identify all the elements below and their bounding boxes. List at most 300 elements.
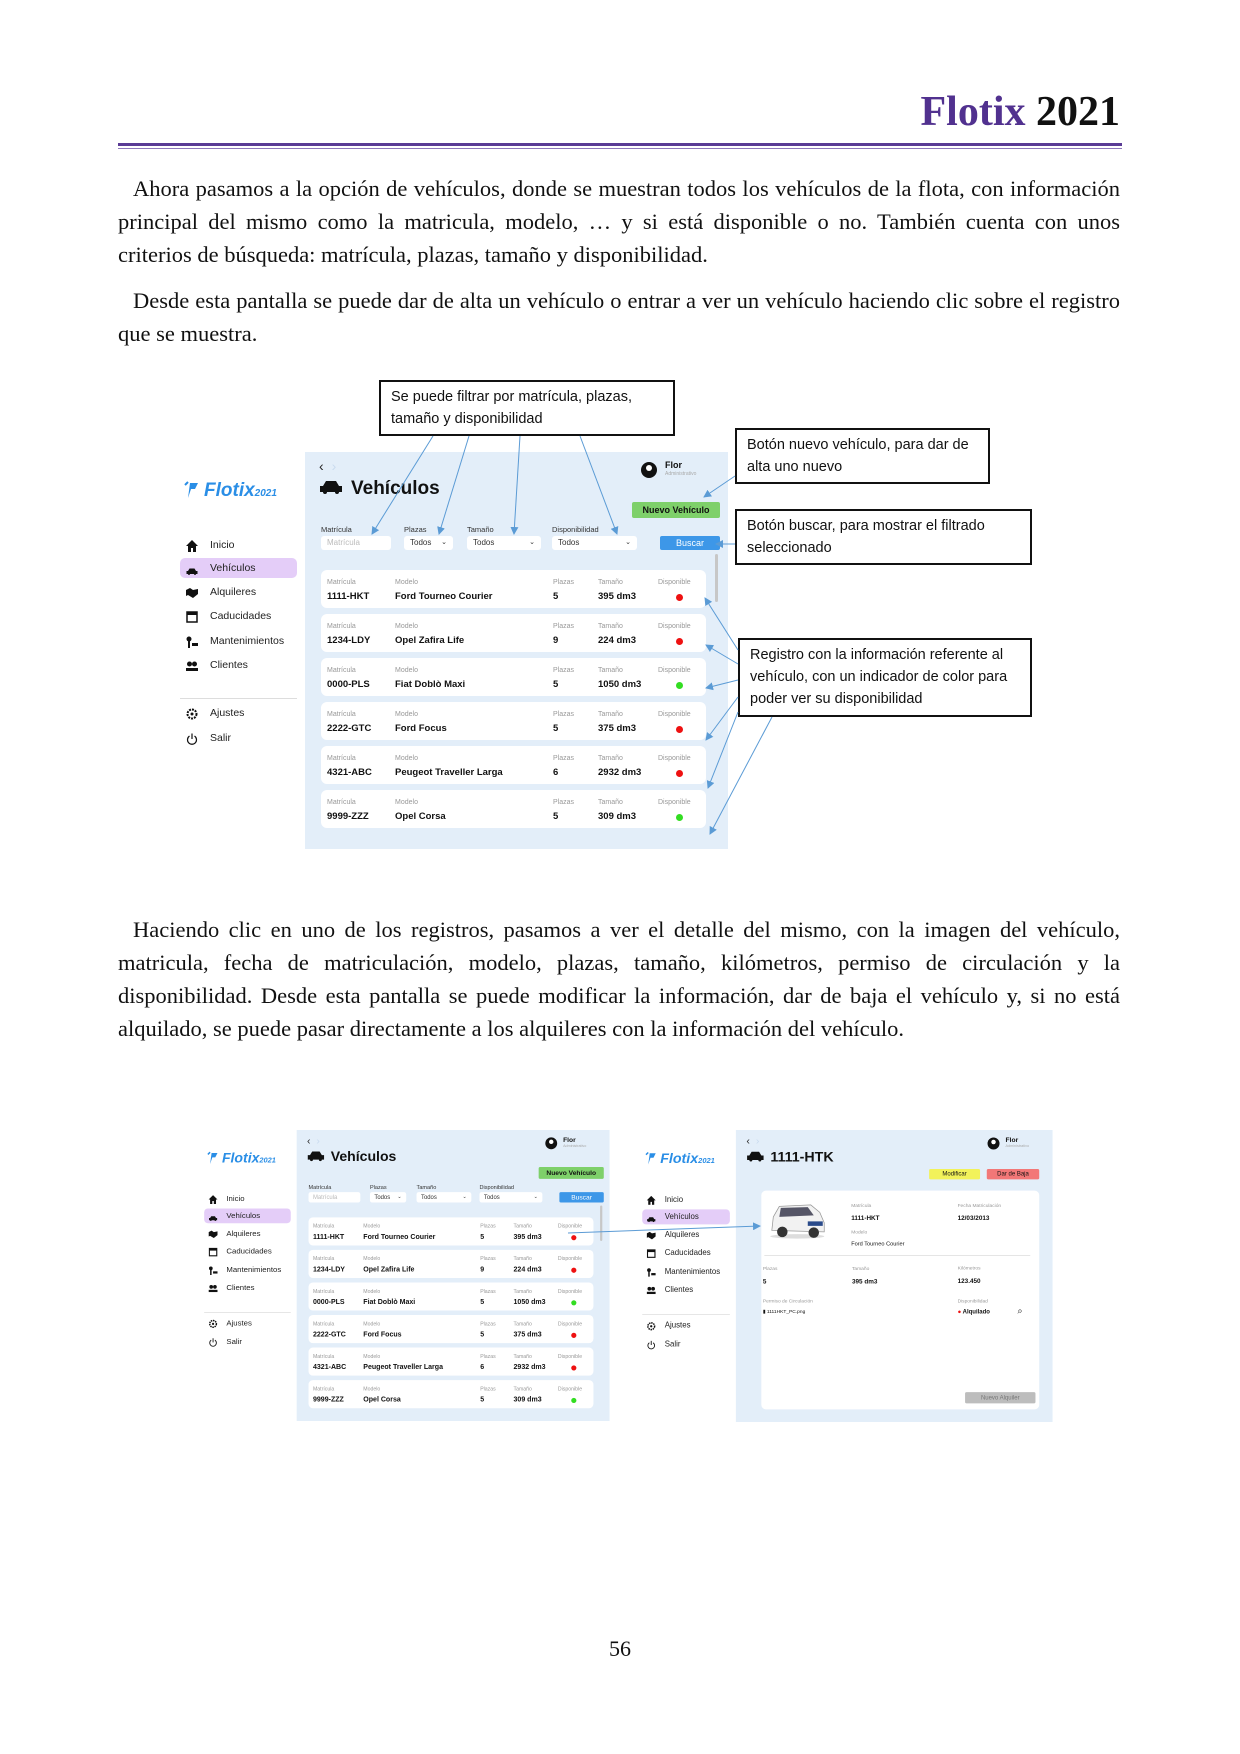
- column-label-tamano: Tamaño: [513, 1321, 532, 1327]
- cell-matricula: 1234-LDY: [312, 1265, 346, 1274]
- page-title: [307, 1149, 396, 1165]
- cell-matricula: 1111-HKT: [327, 591, 370, 602]
- sidebar-item-label: Alquileres: [226, 1229, 261, 1239]
- search-button[interactable]: Buscar: [559, 1192, 603, 1202]
- sidebar-item-label: Inicio: [210, 539, 235, 551]
- logo-mark-icon: [645, 1152, 657, 1165]
- select-value: Todos: [374, 1193, 391, 1201]
- main-panel: [305, 452, 728, 849]
- chevron-down-icon: ⌄: [625, 539, 631, 546]
- column-label-modelo: Modelo: [363, 1386, 381, 1392]
- cell-tamano: 395 dm3: [598, 591, 637, 602]
- cell-modelo: Opel Zafira Life: [395, 635, 465, 646]
- sidebar-item-vehículos[interactable]: [204, 1208, 291, 1223]
- forward-arrow-icon[interactable]: ›: [331, 458, 337, 474]
- column-label-modelo: Modelo: [363, 1289, 381, 1295]
- sidebar-item-salir[interactable]: [180, 728, 297, 748]
- home-icon: [209, 1194, 218, 1203]
- cell-matricula: 0000-PLS: [312, 1297, 345, 1307]
- search-icon[interactable]: ⌕: [1017, 1305, 1023, 1316]
- column-label-tamano: Tamaño: [513, 1386, 532, 1392]
- modelo-label: Modelo: [851, 1229, 868, 1235]
- column-label-matricula: Matrícula: [327, 623, 356, 630]
- cell-plazas: 9: [553, 635, 559, 646]
- sidebar-item-mantenimientos[interactable]: [180, 631, 297, 651]
- logo: [184, 480, 277, 502]
- sidebar-item-alquileres[interactable]: [642, 1227, 730, 1242]
- availability-indicator: [571, 1398, 576, 1403]
- availability-indicator: [571, 1333, 576, 1338]
- column-label-disponible: Disponible: [557, 1321, 583, 1327]
- select-value: Todos: [473, 538, 495, 547]
- cell-modelo: Opel Corsa: [363, 1395, 401, 1404]
- cell-matricula: 2222-GTC: [327, 723, 372, 734]
- paragraph-3: Haciendo clic en uno de los registros, pasamos a ver el detalle del mismo, con la imagen del vehículo, matricula, fecha de matriculación, modelo, plazas, tamaño, kilómetros, permiso de circulación y la disponibilidad. Desde esta pantalla se puede modificar la información, dar de baja el vehículo y, si no está alquilado, se puede pasar directamente a los alquileres con la información del vehículo.: [118, 917, 1120, 1041]
- matricula-value: 1111-HKT: [851, 1213, 880, 1222]
- column-label-tamano: Tamaño: [598, 799, 623, 806]
- handshake-icon: [647, 1230, 656, 1239]
- power-icon: [186, 732, 198, 744]
- availability-indicator: [571, 1300, 576, 1305]
- sidebar-item-label: Ajustes: [664, 1320, 691, 1330]
- sidebar-item-mantenimientos[interactable]: [642, 1264, 730, 1279]
- sidebar-item-label: Salir: [210, 732, 232, 744]
- sidebar-item-clientes[interactable]: [642, 1282, 730, 1297]
- cell-plazas: 5: [553, 679, 559, 690]
- select-value: Todos: [483, 1193, 500, 1201]
- column-label-disponible: Disponible: [557, 1386, 583, 1392]
- column-label-modelo: Modelo: [363, 1256, 381, 1262]
- filter-label: Plazas: [369, 1184, 387, 1191]
- car-icon: [746, 1149, 770, 1165]
- back-arrow-icon[interactable]: ‹: [307, 1134, 311, 1147]
- user-role: Administrativo: [665, 471, 697, 477]
- availability-indicator: [676, 726, 683, 733]
- sidebar-item-label: Alquileres: [210, 586, 257, 598]
- column-label-tamano: Tamaño: [598, 667, 623, 674]
- column-label-modelo: Modelo: [395, 623, 418, 630]
- column-label-plazas: Plazas: [480, 1354, 496, 1360]
- sidebar-item-inicio[interactable]: [180, 535, 297, 555]
- sidebar-item-ajustes[interactable]: [180, 703, 297, 723]
- select-value: Todos: [558, 538, 580, 547]
- cell-tamano: 224 dm3: [513, 1265, 542, 1274]
- column-label-matricula: Matrícula: [327, 579, 356, 586]
- column-label-plazas: Plazas: [553, 711, 575, 718]
- home-icon: [186, 539, 198, 551]
- sidebar-item-label: Clientes: [210, 659, 248, 671]
- tamano-select[interactable]: [417, 1192, 472, 1202]
- modelo-value: Ford Tourneo Courier: [851, 1240, 905, 1247]
- cell-matricula: 1234-LDY: [327, 635, 371, 646]
- column-label-tamano: Tamaño: [513, 1223, 532, 1230]
- cell-tamano: 1050 dm3: [513, 1297, 546, 1307]
- logo-text: Flotix: [204, 480, 255, 501]
- main-panel: [297, 1130, 610, 1421]
- disponibilidad-select[interactable]: [479, 1192, 542, 1202]
- filter-label: Disponibilidad: [479, 1184, 515, 1191]
- availability-indicator: [676, 770, 683, 777]
- filter-label: Matrícula: [321, 525, 352, 534]
- sidebar: [637, 1130, 736, 1422]
- handshake-icon: [209, 1229, 218, 1238]
- matricula-input[interactable]: Matrícula: [321, 536, 391, 550]
- delete-button[interactable]: Dar de Baja: [987, 1169, 1039, 1179]
- sidebar-item-label: Caducidades: [210, 610, 272, 622]
- column-label-modelo: Modelo: [363, 1223, 381, 1230]
- disponibilidad-text: Alquilado: [962, 1308, 990, 1316]
- column-label-tamano: Tamaño: [513, 1289, 532, 1295]
- calendar-icon: [209, 1247, 218, 1256]
- availability-indicator: [676, 594, 683, 601]
- chevron-down-icon: ⌄: [441, 539, 447, 546]
- column-label-disponible: Disponible: [557, 1256, 583, 1262]
- cell-tamano: 309 dm3: [513, 1395, 542, 1404]
- availability-indicator: [676, 638, 683, 645]
- home-icon: [647, 1195, 656, 1204]
- cell-tamano: 1050 dm3: [598, 679, 642, 690]
- paragraph-1: Ahora pasamos a la opción de vehículos, donde se muestran todos los vehículos de la flota, con información principal del mismo como la matricula, modelo, … y si está disponible o no. También cuenta con unos criterios de búsqueda: matrícula, plazas, tamaño y disponibilidad.: [118, 176, 1120, 267]
- column-label-tamano: Tamaño: [598, 623, 623, 630]
- column-label-disponible: Disponible: [557, 1223, 583, 1230]
- cell-tamano: 395 dm3: [513, 1232, 542, 1241]
- column-label-modelo: Modelo: [395, 579, 418, 586]
- sidebar-item-salir[interactable]: [204, 1334, 291, 1349]
- sidebar-divider: [204, 1312, 291, 1313]
- page-title: [746, 1149, 833, 1165]
- sidebar-item-clientes[interactable]: [204, 1280, 291, 1295]
- column-label-tamano: Tamaño: [598, 711, 623, 718]
- column-label-disponible: Disponible: [658, 579, 691, 586]
- sidebar-item-ajustes[interactable]: [642, 1318, 730, 1333]
- availability-indicator: [571, 1365, 576, 1370]
- sidebar-item-label: Clientes: [226, 1283, 255, 1293]
- cell-plazas: 5: [553, 811, 559, 822]
- cell-plazas: 5: [480, 1330, 485, 1339]
- column-label-plazas: Plazas: [553, 755, 575, 762]
- column-label-matricula: Matrícula: [327, 799, 356, 806]
- column-label-plazas: Plazas: [480, 1256, 496, 1262]
- table-row[interactable]: [309, 1282, 594, 1310]
- cell-matricula: 1111-HKT: [312, 1232, 345, 1241]
- sidebar-item-label: Ajustes: [210, 707, 245, 719]
- column-label-modelo: Modelo: [395, 667, 418, 674]
- modify-button[interactable]: Modificar: [929, 1169, 980, 1179]
- vehicle-list-screen: [199, 1130, 610, 1421]
- cell-modelo: Fiat Doblò Maxi: [395, 679, 466, 690]
- column-label-disponible: Disponible: [658, 711, 691, 718]
- sidebar-item-label: Clientes: [664, 1285, 694, 1295]
- user-name: Flor: [563, 1135, 576, 1144]
- new-vehicle-button[interactable]: Nuevo Vehículo: [539, 1167, 604, 1179]
- paragraph-2: Desde esta pantalla se puede dar de alta un vehículo o entrar a ver un vehículo haciendo clic sobre el registro que se muestra.: [118, 288, 1120, 346]
- table-row[interactable]: [321, 746, 706, 784]
- logo-mark-icon: [207, 1151, 219, 1164]
- column-label-plazas: Plazas: [553, 579, 575, 586]
- sidebar-item-salir[interactable]: [642, 1337, 730, 1352]
- maintenance-icon: [186, 635, 198, 647]
- filter-label: Tamaño: [416, 1184, 437, 1191]
- logo-text: Flotix: [660, 1150, 699, 1167]
- column-label-disponible: Disponible: [658, 623, 691, 630]
- cell-modelo: Ford Tourneo Courier: [363, 1232, 436, 1241]
- plazas-select[interactable]: [404, 536, 453, 550]
- km-value: 123.450: [957, 1276, 981, 1285]
- calendar-icon: [186, 610, 198, 622]
- back-arrow-icon[interactable]: ‹: [746, 1134, 750, 1147]
- column-label-matricula: Matrícula: [312, 1256, 335, 1262]
- column-label-tamano: Tamaño: [598, 579, 623, 586]
- sidebar-item-label: Caducidades: [226, 1246, 272, 1256]
- table-row[interactable]: [321, 658, 706, 696]
- handshake-icon: [186, 586, 198, 598]
- table-row[interactable]: [309, 1348, 594, 1376]
- sidebar-item-inicio[interactable]: [204, 1191, 291, 1206]
- user-role: Administrativo: [563, 1144, 587, 1149]
- card-divider: [764, 1255, 1030, 1256]
- cell-modelo: Ford Focus: [363, 1330, 402, 1339]
- new-vehicle-button[interactable]: Nuevo Vehículo: [632, 502, 720, 518]
- avatar: [988, 1137, 1000, 1149]
- callout-record: Registro con la información referente al vehículo, con un indicador de color para poder ver su disponibilidad: [738, 638, 1032, 717]
- logo: [645, 1151, 715, 1167]
- select-value: Todos: [410, 538, 432, 547]
- filter-label: Tamaño: [467, 525, 494, 534]
- page-header: [921, 88, 1120, 136]
- sidebar-item-ajustes[interactable]: [204, 1316, 291, 1331]
- sidebar-item-vehículos[interactable]: [180, 558, 297, 578]
- power-icon: [647, 1340, 656, 1349]
- history-nav: [746, 1134, 759, 1146]
- logo: [207, 1151, 276, 1167]
- sidebar-item-clientes[interactable]: [180, 655, 297, 675]
- table-row[interactable]: [309, 1315, 594, 1343]
- column-label-matricula: Matrícula: [312, 1386, 335, 1392]
- cell-matricula: 4321-ABC: [327, 767, 372, 778]
- user-name: Flor: [1005, 1135, 1019, 1144]
- sidebar-item-alquileres[interactable]: [204, 1226, 291, 1241]
- cell-tamano: 375 dm3: [513, 1330, 542, 1339]
- sidebar-divider: [180, 698, 297, 699]
- history-nav: [319, 458, 336, 474]
- header-rule: [118, 143, 1122, 146]
- column-label-modelo: Modelo: [395, 711, 418, 718]
- permiso-file[interactable]: [763, 1308, 805, 1314]
- sidebar-item-label: Mantenimientos: [210, 635, 285, 647]
- page-title: [319, 478, 440, 500]
- availability-indicator: [676, 682, 683, 689]
- cell-matricula: 9999-ZZZ: [327, 811, 369, 822]
- sidebar-item-label: Inicio: [226, 1194, 245, 1204]
- table-row[interactable]: [321, 614, 706, 652]
- calendar-icon: [647, 1248, 656, 1257]
- plazas-label: Plazas: [762, 1266, 778, 1272]
- column-label-disponible: Disponible: [658, 755, 691, 762]
- header-year: 2021: [1036, 89, 1120, 135]
- column-label-modelo: Modelo: [363, 1354, 381, 1360]
- column-label-plazas: Plazas: [553, 667, 575, 674]
- column-label-modelo: Modelo: [395, 799, 418, 806]
- car-icon: [319, 478, 351, 499]
- sidebar-item-label: Ajustes: [226, 1318, 252, 1328]
- user-name: Flor: [665, 460, 682, 470]
- forward-arrow-icon[interactable]: ›: [755, 1134, 760, 1147]
- chevron-down-icon: ⌄: [462, 1194, 467, 1200]
- sidebar-item-label: Salir: [226, 1337, 242, 1347]
- users-icon: [209, 1283, 218, 1292]
- filter-label: Plazas: [404, 525, 427, 534]
- table-row[interactable]: [309, 1380, 594, 1408]
- figure-vehicle-list-small: [199, 1130, 610, 1421]
- column-label-plazas: Plazas: [553, 623, 575, 630]
- cell-tamano: 2932 dm3: [513, 1363, 546, 1372]
- availability-indicator: [676, 814, 683, 821]
- sidebar-item-label: Vehículos: [210, 562, 256, 574]
- scrollbar[interactable]: [600, 1205, 602, 1241]
- header-rule-thin: [118, 148, 1122, 149]
- column-label-disponible: Disponible: [658, 667, 691, 674]
- avatar: [545, 1137, 557, 1149]
- figure-vehicle-detail: [637, 1130, 1053, 1422]
- fecha-value: 12/03/2013: [957, 1213, 990, 1222]
- availability-indicator: [571, 1235, 576, 1240]
- plazas-value: 5: [762, 1277, 767, 1286]
- column-label-matricula: Matrícula: [327, 711, 356, 718]
- logo-year: 2021: [254, 488, 277, 499]
- tamano-select[interactable]: [467, 536, 541, 550]
- callout-new-vehicle: Botón nuevo vehículo, para dar de alta uno nuevo: [735, 428, 990, 484]
- sidebar-item-label: Salir: [664, 1339, 681, 1349]
- figure-vehicle-list: [173, 452, 728, 849]
- sidebar-item-inicio[interactable]: [642, 1192, 730, 1207]
- matricula-label: Matrícula: [851, 1203, 872, 1209]
- sidebar-item-alquileres[interactable]: [180, 582, 297, 602]
- km-label: Kilómetros: [957, 1265, 981, 1271]
- car-icon: [307, 1149, 331, 1165]
- cell-plazas: 5: [480, 1232, 485, 1241]
- column-label-matricula: Matrícula: [312, 1289, 335, 1295]
- cell-plazas: 5: [480, 1395, 485, 1404]
- users-icon: [186, 659, 198, 671]
- cell-matricula: 4321-ABC: [312, 1363, 347, 1372]
- vehicle-image: [766, 1200, 827, 1239]
- select-value: Todos: [421, 1193, 437, 1201]
- column-label-disponible: Disponible: [658, 799, 691, 806]
- logo-text: Flotix: [221, 1150, 260, 1167]
- cell-modelo: Opel Zafira Life: [363, 1265, 415, 1274]
- page-title-text: 1111-HTK: [770, 1149, 834, 1166]
- tamano-label: Tamaño: [851, 1266, 870, 1272]
- cell-modelo: Ford Tourneo Courier: [395, 591, 493, 602]
- cell-modelo: Peugeot Traveller Larga: [395, 767, 503, 778]
- document-icon: ▮: [762, 1309, 767, 1315]
- car-icon: [186, 562, 198, 574]
- sidebar-item-vehículos[interactable]: [642, 1209, 730, 1224]
- column-label-disponible: Disponible: [557, 1289, 583, 1295]
- car-icon: [647, 1212, 656, 1221]
- chevron-down-icon: ⌄: [397, 1194, 402, 1200]
- sidebar-item-label: Mantenimientos: [226, 1265, 282, 1275]
- table-row[interactable]: [321, 570, 706, 608]
- column-label-disponible: Disponible: [557, 1354, 583, 1360]
- logo-year: 2021: [698, 1156, 715, 1166]
- history-nav: [307, 1134, 320, 1146]
- sidebar-item-label: Vehículos: [226, 1211, 261, 1221]
- sidebar-item-caducidades[interactable]: [180, 606, 297, 626]
- avatar: [641, 462, 657, 478]
- car-icon: [209, 1211, 218, 1220]
- permiso-label: Permiso de Circulación: [762, 1298, 813, 1304]
- page-title-text: Vehículos: [330, 1149, 397, 1165]
- table-row[interactable]: [321, 790, 706, 828]
- cell-tamano: 224 dm3: [598, 635, 637, 646]
- maintenance-icon: [647, 1267, 656, 1276]
- column-label-plazas: Plazas: [480, 1223, 496, 1230]
- back-arrow-icon[interactable]: ‹: [319, 458, 324, 474]
- cell-plazas: 5: [480, 1297, 485, 1307]
- matricula-input[interactable]: Matrícula: [309, 1192, 361, 1202]
- column-label-tamano: Tamaño: [513, 1354, 532, 1360]
- page-number: 56: [609, 1636, 631, 1661]
- cell-plazas: 5: [553, 723, 559, 734]
- maintenance-icon: [209, 1265, 218, 1274]
- availability-indicator: ●: [957, 1308, 963, 1316]
- vehicle-card: [761, 1191, 1039, 1410]
- sidebar-item-label: Alquileres: [664, 1230, 700, 1240]
- main-panel: [736, 1130, 1053, 1422]
- sidebar-item-label: Caducidades: [664, 1248, 711, 1258]
- chevron-down-icon: ⌄: [533, 1194, 538, 1200]
- column-label-matricula: Matrícula: [327, 667, 356, 674]
- chevron-down-icon: ⌄: [529, 539, 535, 546]
- forward-arrow-icon[interactable]: ›: [316, 1134, 320, 1147]
- filter-label: Matrícula: [308, 1184, 332, 1191]
- sidebar-item-caducidades[interactable]: [204, 1244, 291, 1259]
- user-role: Administrativo: [1005, 1144, 1030, 1149]
- cell-tamano: 375 dm3: [598, 723, 637, 734]
- sidebar-item-caducidades[interactable]: [642, 1245, 730, 1260]
- sidebar-item-mantenimientos[interactable]: [204, 1262, 291, 1277]
- availability-indicator: [571, 1268, 576, 1273]
- cell-matricula: 9999-ZZZ: [312, 1395, 344, 1404]
- plazas-select[interactable]: [370, 1192, 406, 1202]
- table-row[interactable]: [321, 702, 706, 740]
- sidebar: [173, 452, 305, 849]
- cell-plazas: 5: [553, 591, 559, 602]
- sidebar-item-label: Vehículos: [664, 1212, 699, 1222]
- sidebar: [199, 1130, 297, 1421]
- sidebar-item-label: Mantenimientos: [664, 1267, 721, 1277]
- cell-plazas: 6: [553, 767, 559, 778]
- new-rental-button[interactable]: Nuevo Alquiler: [965, 1392, 1035, 1403]
- cell-modelo: Peugeot Traveller Larga: [363, 1363, 443, 1372]
- scrollbar[interactable]: [715, 554, 718, 602]
- cell-modelo: Ford Focus: [395, 723, 447, 734]
- users-icon: [647, 1285, 656, 1294]
- cell-modelo: Fiat Doblò Maxi: [363, 1297, 416, 1307]
- column-label-matricula: Matrícula: [327, 755, 356, 762]
- table-row[interactable]: [309, 1217, 594, 1245]
- disponibilidad-select[interactable]: [552, 536, 637, 550]
- permiso-value: 1111HKT_PC.png: [766, 1309, 806, 1315]
- header-brand: Flotix: [920, 89, 1026, 135]
- table-row[interactable]: [309, 1250, 594, 1278]
- fecha-label: Fecha Matriculación: [957, 1203, 1002, 1209]
- column-label-matricula: Matrícula: [312, 1354, 335, 1360]
- search-button[interactable]: Buscar: [660, 536, 720, 550]
- page-title-text: Vehículos: [351, 478, 440, 499]
- column-label-plazas: Plazas: [480, 1386, 496, 1392]
